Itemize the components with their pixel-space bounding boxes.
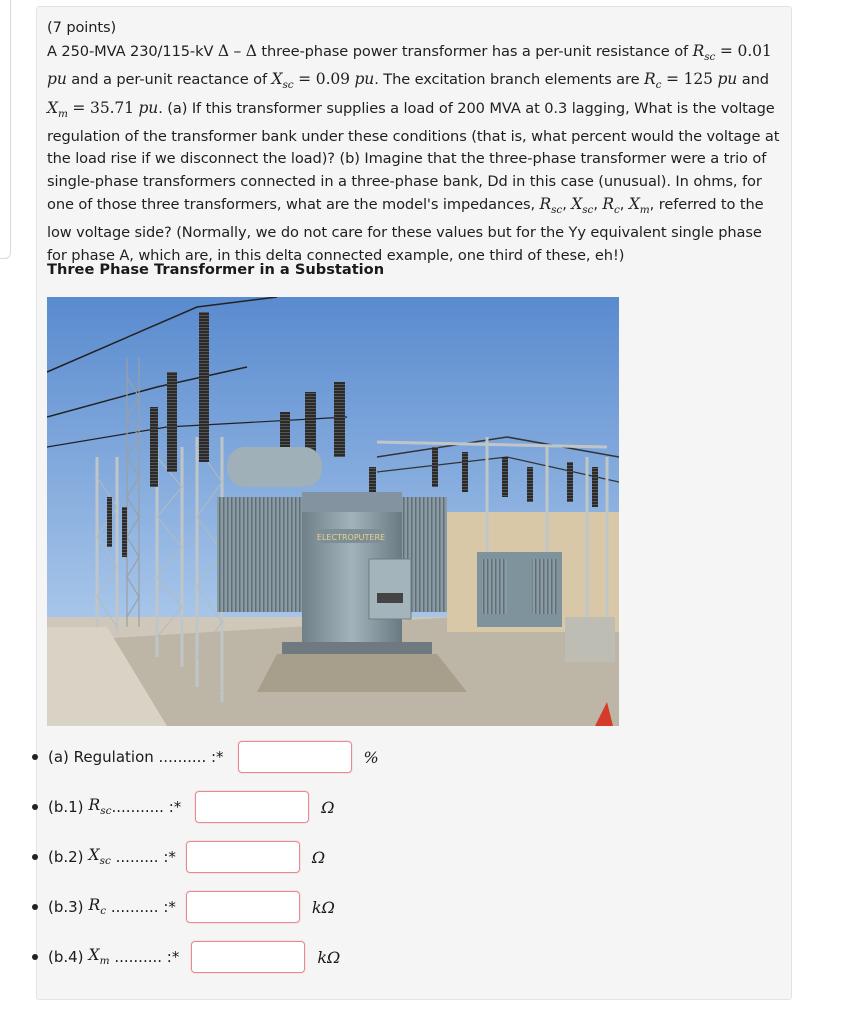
rc-symbol: $R_c$ <box>644 70 662 92</box>
regulation-input[interactable] <box>238 741 352 773</box>
unit-label: % <box>363 747 379 767</box>
bullet <box>32 954 38 960</box>
bullet <box>32 804 38 810</box>
bullet <box>32 854 38 860</box>
points-label: (7 points) <box>47 19 117 36</box>
answer-row-regulation: (a) Regulation .......... :* % <box>32 737 379 777</box>
unit-label: kΩ <box>311 897 335 917</box>
unit-label: Ω <box>311 847 326 867</box>
answer-row-xm: (b.4) $X_m$ .......... :* kΩ <box>32 937 340 977</box>
xsc-input[interactable] <box>186 841 300 873</box>
xm-symbol: $X_m$ <box>47 98 68 121</box>
rsc-input[interactable] <box>195 791 309 823</box>
answer-label: (a) Regulation <box>48 748 154 766</box>
unit-label: Ω <box>321 797 335 817</box>
unit-label: kΩ <box>317 947 341 967</box>
bullet <box>32 904 38 910</box>
xm-input[interactable] <box>191 941 305 973</box>
nameplate-text: ELECTROPUTERE <box>316 533 386 542</box>
xsc-symbol: $X_{sc}$ <box>271 70 294 92</box>
answer-row-xsc: (b.2) $X_{sc}$ ......... :* Ω <box>32 837 325 877</box>
answer-row-rsc: (b.1) $R_{sc}$ ........... :* Ω <box>32 787 335 827</box>
answer-row-rc: (b.3) $R_c$ .......... :* kΩ <box>32 887 335 927</box>
rsc-symbol: $R_{sc}$ <box>692 41 716 63</box>
question-body: A 250-MVA 230/115-kV Δ – Δ three-phase power transformer has a per-unit resistance of $R_{sc} = 0.01$ pu and a per-unit reactance of $X_{sc} = 0.09$ pu. The excitation branch elements are $R_c = 125$ pu and $X_m = 35.71$ pu. (a) If this transformer supplies a load of 200 MVA at 0.3 lagging, What is the voltage regulation of the transformer bank under these conditions (that is, what percent would the voltage at the load rise if we disconnect the load)? (b) Imagine that the three-phase transformer were a trio of single-phase transformers connected in a three-phase bank, Dd in this case (unusual). In ohms, for one of those three transformers, what are the model's impedances, $R_{sc}$, $X_{sc}$, $R_c$, $X_m$, referred to the low voltage side? (Normally, we do not care for these values but for the Yy equivalent single phase for phase A, which are, in this delta connected example, one third of these, eh!) <box>47 41 780 264</box>
rc-input[interactable] <box>186 891 300 923</box>
bullet <box>32 754 38 760</box>
section-title: Three Phase Transformer in a Substation <box>47 261 385 278</box>
